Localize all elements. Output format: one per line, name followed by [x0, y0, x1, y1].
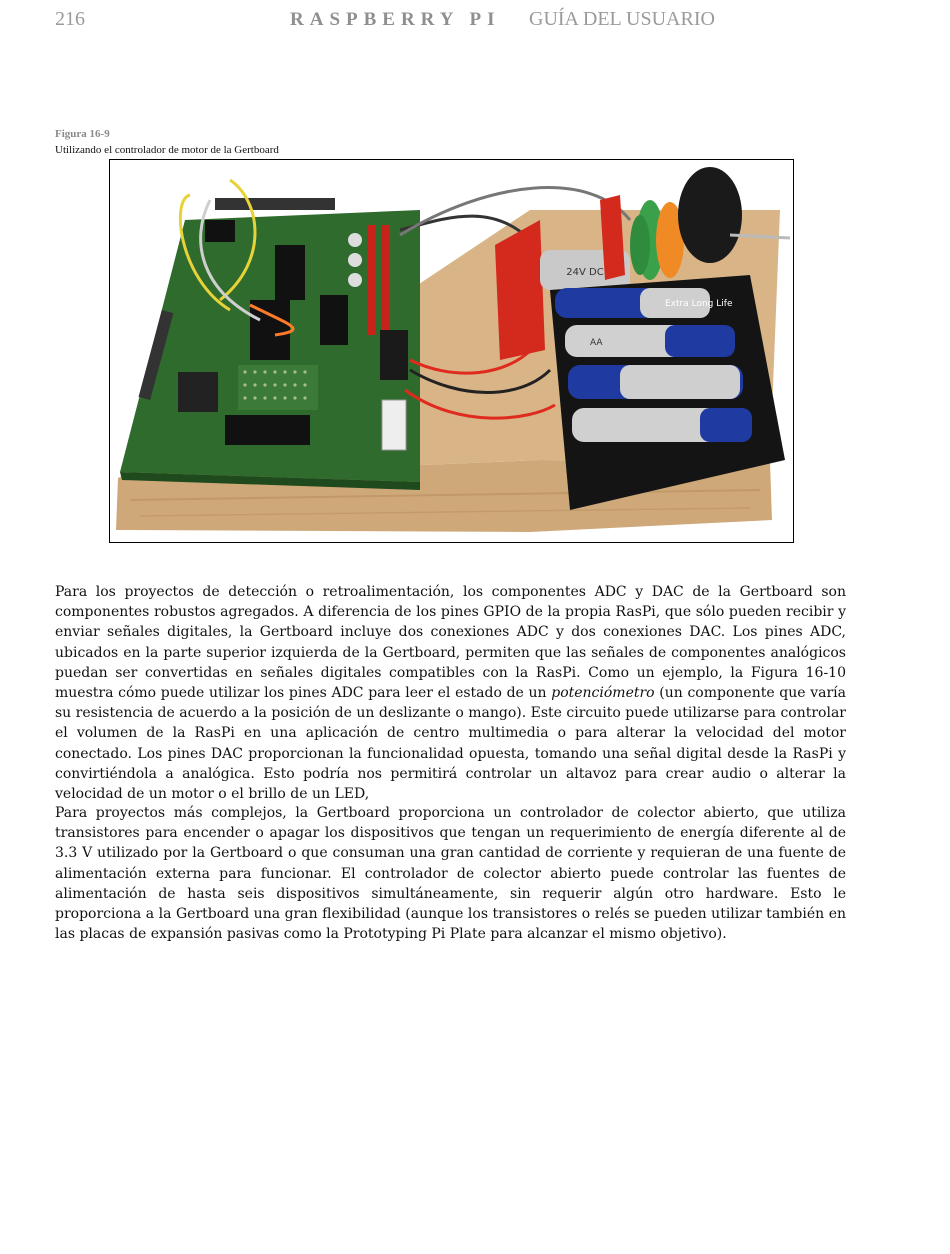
gertboard-motor-illustration [110, 160, 793, 542]
page-header [55, 6, 895, 36]
gertboard-pcb [120, 198, 420, 490]
paragraph-adc-dac: Para los proyectos de detección o retroalimentación, los componentes ADC y DAC de la Gertboard son componentes robustos agregados. A diferencia de los pines GPIO de la propia RasPi, que sólo pueden recibir y enviar señales digitales, la Gertboard incluye dos conexiones ADC y dos conexiones DAC. Los pines ADC, ubicados en la parte superior izquierda de la Gertboard, permiten que las señales de componentes analógicos puedan ser convertidas en señales digitales compatibles con la RasPi. Como un ejemplo, la Figura 16-10 muestra cómo puede utilizar los pines ADC para leer el estado de un potenciómetro (un componente que varía su resistencia de acuerdo a la posición de un deslizante o mango). Este circuito puede utilizarse para controlar el volumen de la RasPi en una aplicación de centro multimedia o para alterar la velocidad del motor conectado. Los pines DAC proporcionan la funcionalidad opuesta, tomando una señal digital desde la RasPi y convirtiéndola a analógica. Esto podría nos permitirá controlar un altavoz para crear audio o alterar la velocidad de un motor o el brillo de un LED, [55, 584, 847, 803]
battery-2 [565, 325, 735, 357]
motor-label: 24V DC [566, 267, 604, 278]
figure-label: Figura 16-9 [55, 128, 110, 140]
battery-4 [572, 408, 752, 442]
battery-1 [555, 288, 733, 318]
italic-term: potenciómetro [551, 685, 655, 702]
paragraph-open-collector: Para proyectos más complejos, la Gertboard proporciona un controlador de colector abierto, que utiliza transistores para encender o apagar los dispositivos que tengan un requerimiento de energía diferente al de 3.3 V utilizado por la Gertboard o que consuman una gran cantidad de corriente y requieran de una fuente de alimentación externa para funcionar. El controlador de colector abierto puede controlar las fuentes de alimentación de hasta seis dispositivos simultáneamente, sin requerir algún otro hardware. Esto le proporciona a la Gertboard una gran flexibilidad (aunque los transistores o relés se pueden utilizar también en las placas de expansión pasivas como la Prototyping Pi Plate para alcanzar el mismo objetivo). [55, 805, 846, 943]
book-title: RASPBERRY PI [290, 9, 501, 30]
page-number: 216 [55, 8, 85, 30]
book-subtitle: GUÍA DEL USUARIO [529, 8, 715, 30]
figure-photo [109, 159, 794, 543]
figure-caption: Utilizando el controlador de motor de la Gertboard [55, 144, 279, 156]
svg-text:AA: AA [590, 338, 603, 348]
svg-text:Extra Long Life: Extra Long Life [665, 299, 733, 309]
battery-3 [568, 365, 743, 399]
